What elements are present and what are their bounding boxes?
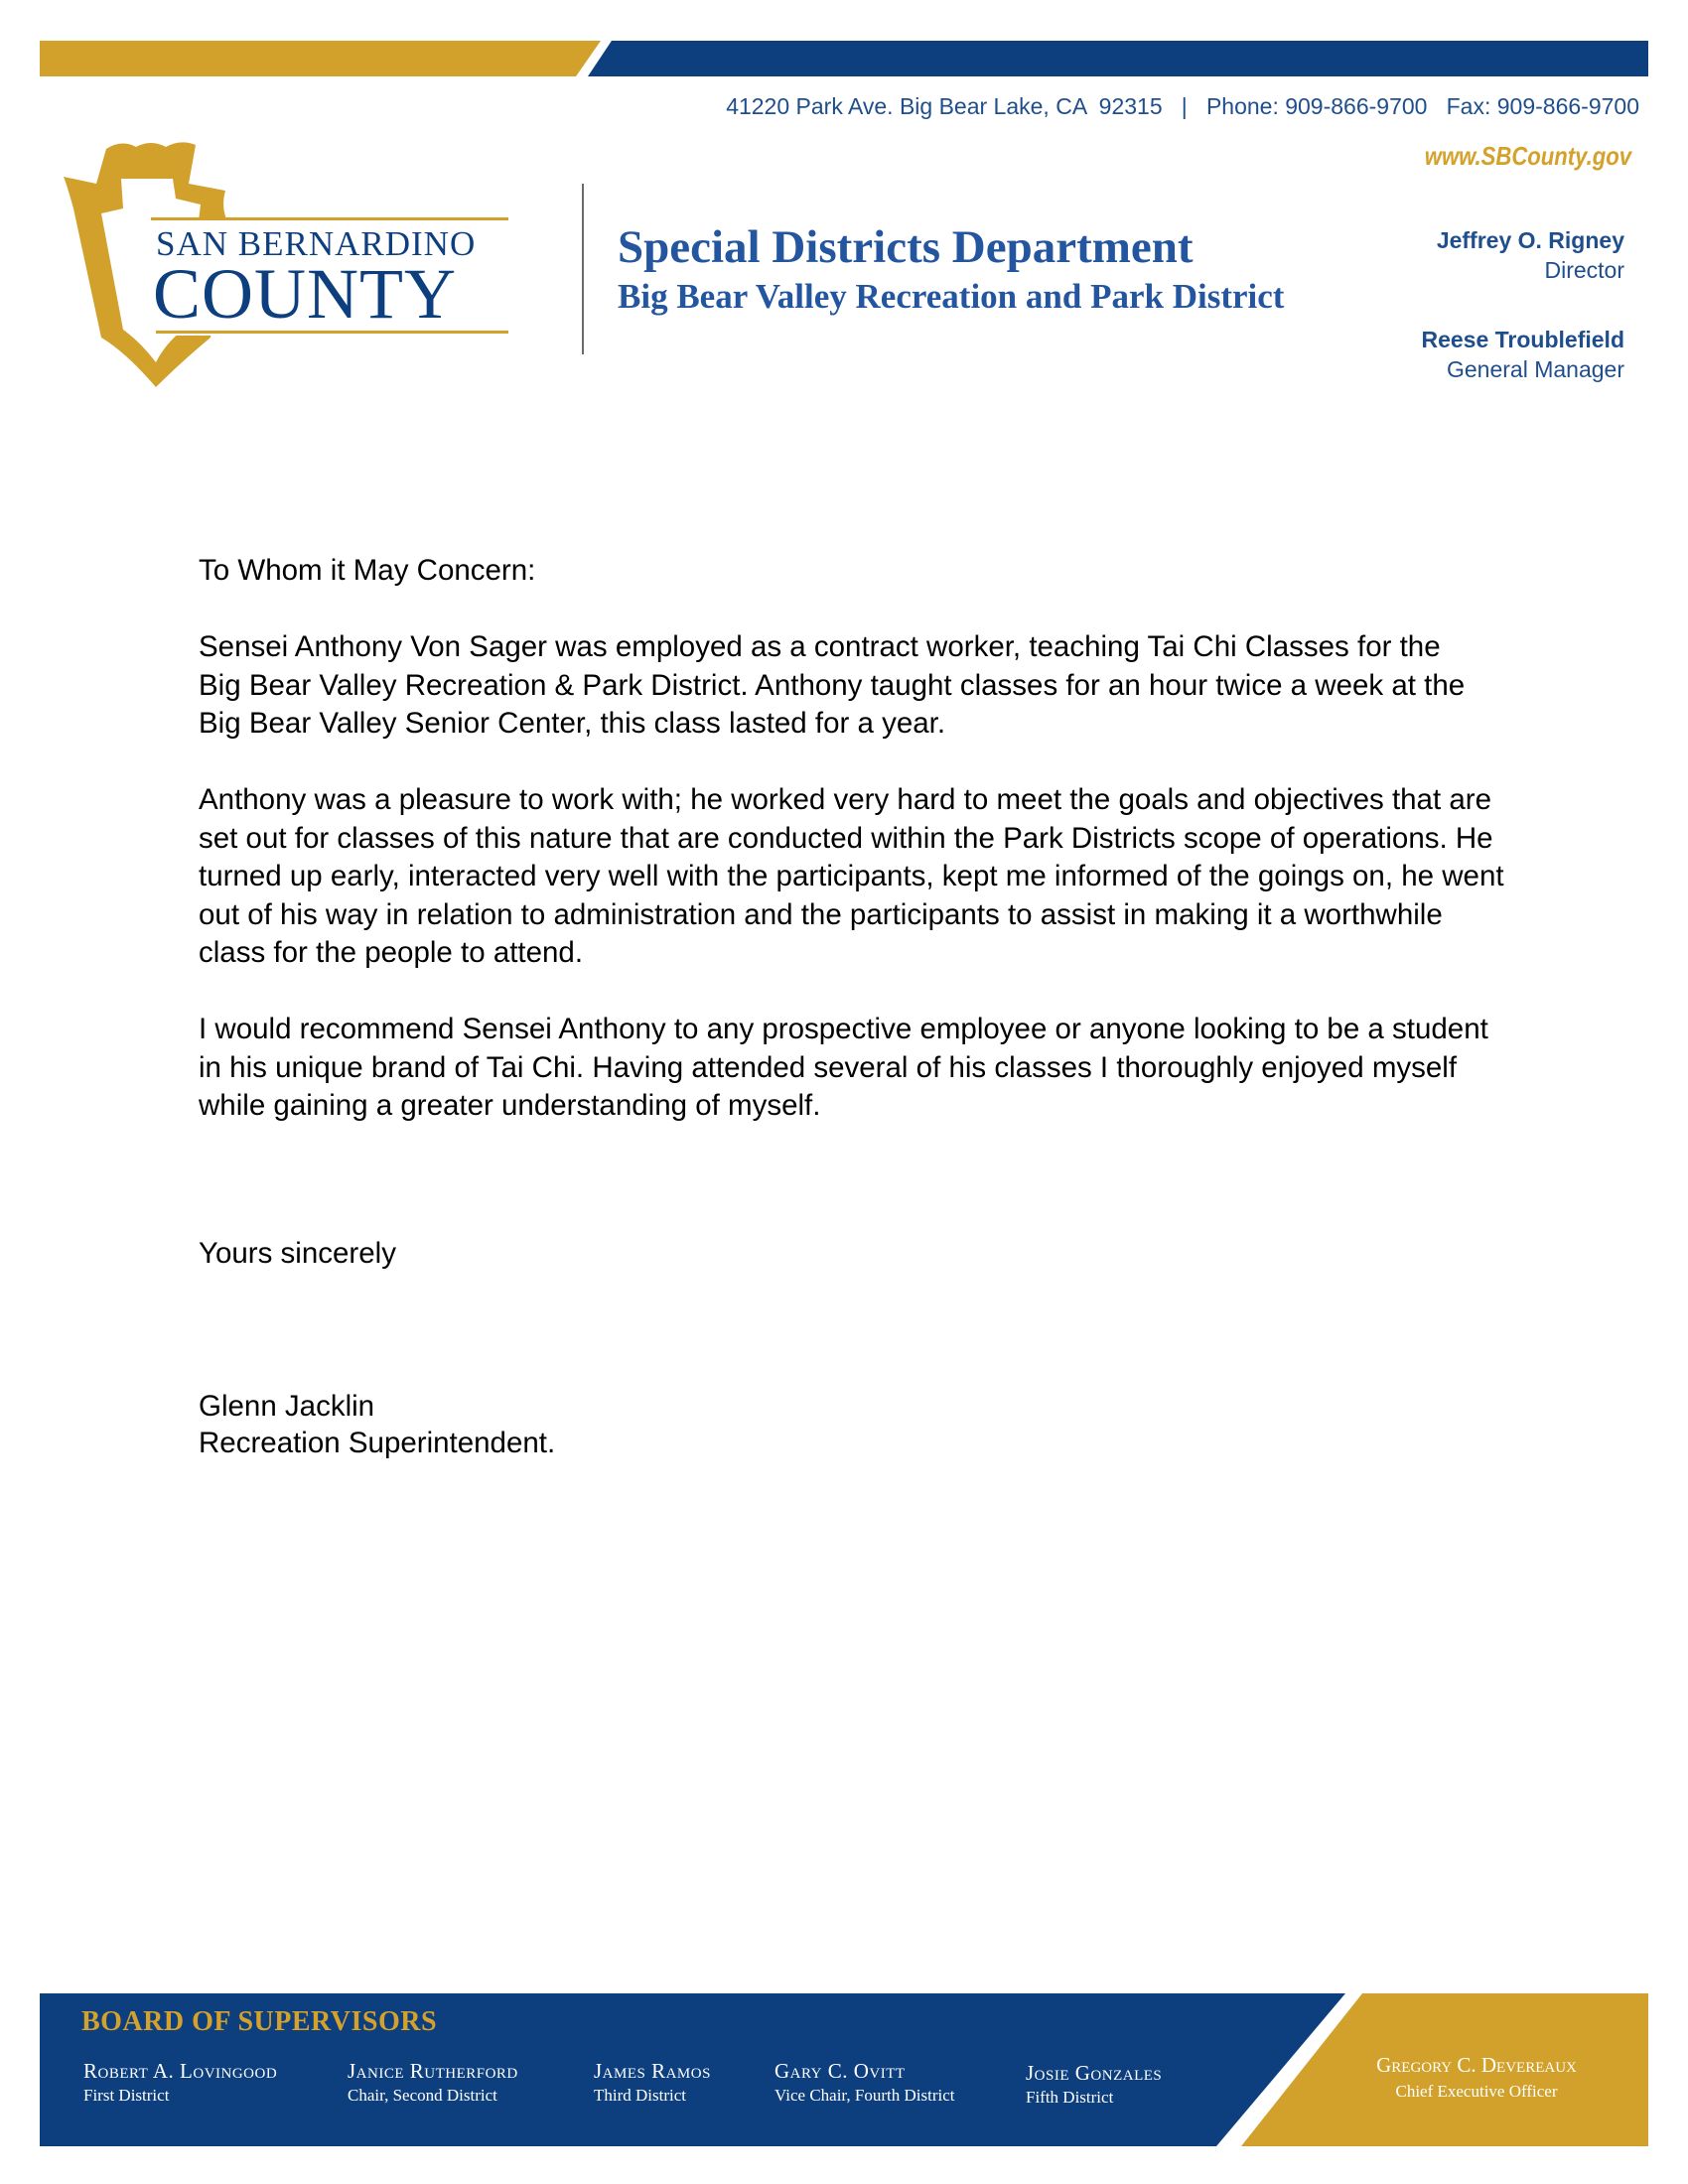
- supervisor-1: [83, 2059, 277, 2106]
- supervisor-name: James Ramos: [594, 2059, 711, 2083]
- logo-line-county: COUNTY: [153, 254, 457, 334]
- supervisor-5: [1026, 2061, 1162, 2108]
- supervisor-district: Fifth District: [1026, 2088, 1114, 2107]
- supervisor-name: Janice Rutherford: [348, 2059, 518, 2083]
- paragraph-2: Anthony was a pleasure to work with; he worked very hard to meet the goals and objectives that are set out for classes of this nature that are conducted within the Park Districts scope of operations. He turned up early, interacted very well with the participants, kept me informed of the goings on, he went out of his way in relation to administration and the participants to assist in making it a worthwhile class for the people to attend.: [199, 783, 1504, 969]
- general-manager-name: Reese Troublefield: [1421, 327, 1624, 352]
- supervisor-name: Josie Gonzales: [1026, 2061, 1163, 2085]
- supervisor-name: Robert A. Lovingood: [83, 2059, 278, 2083]
- supervisor-3: [594, 2059, 711, 2106]
- website-link[interactable]: www.SBCounty.gov: [1424, 141, 1631, 171]
- supervisor-2: [348, 2059, 518, 2106]
- supervisor-district: Chair, Second District: [348, 2086, 497, 2105]
- signer-title: Recreation Superintendent.: [199, 1427, 556, 1459]
- logo-line-san-bernardino: SAN BERNARDINO: [156, 224, 477, 263]
- general-manager-title: General Manager: [1447, 356, 1624, 382]
- contact-address-line: 41220 Park Ave. Big Bear Lake, CA 92315 | Phone: 909-866-9700 Fax: 909-866-9700: [726, 93, 1639, 119]
- director-name: Jeffrey O. Rigney: [1436, 227, 1624, 253]
- supervisor-4: [774, 2059, 955, 2106]
- supervisor-district: Third District: [594, 2086, 687, 2105]
- paragraph-3: I would recommend Sensei Anthony to any prospective employee or anyone looking to be a student in his unique brand of Tai Chi. Having attended several of his classes I thoroughly enjoyed myself while gaining a greater understanding of myself.: [199, 1013, 1488, 1122]
- salutation: To Whom it May Concern:: [199, 554, 536, 587]
- district-subtitle: Big Bear Valley Recreation and Park District: [618, 277, 1285, 316]
- closing: Yours sincerely: [199, 1237, 396, 1270]
- ceo-title: Chief Executive Officer: [1395, 2082, 1558, 2101]
- letter-body: [199, 552, 1509, 1126]
- supervisor-district: First District: [83, 2086, 170, 2105]
- signer-name: Glenn Jacklin: [199, 1390, 375, 1423]
- board-of-supervisors-title: BOARD OF SUPERVISORS: [81, 2006, 438, 2037]
- county-logo: [62, 139, 518, 392]
- ceo-name: Gregory C. Devereaux: [1376, 2053, 1577, 2077]
- supervisor-district: Vice Chair, Fourth District: [774, 2086, 955, 2105]
- chief-executive-officer: [1362, 2053, 1591, 2102]
- paragraph-1: Sensei Anthony Von Sager was employed as a contract worker, teaching Tai Chi Classes for the Big Bear Valley Recreation & Park District. Anthony taught classes for an hour twice a week at the Big Bear Valley Senior Center, this class lasted for a year.: [199, 630, 1466, 740]
- header-divider: [582, 184, 584, 354]
- department-title: Special Districts Department: [618, 221, 1194, 273]
- director-title: Director: [1544, 257, 1624, 283]
- supervisor-name: Gary C. Ovitt: [774, 2059, 906, 2083]
